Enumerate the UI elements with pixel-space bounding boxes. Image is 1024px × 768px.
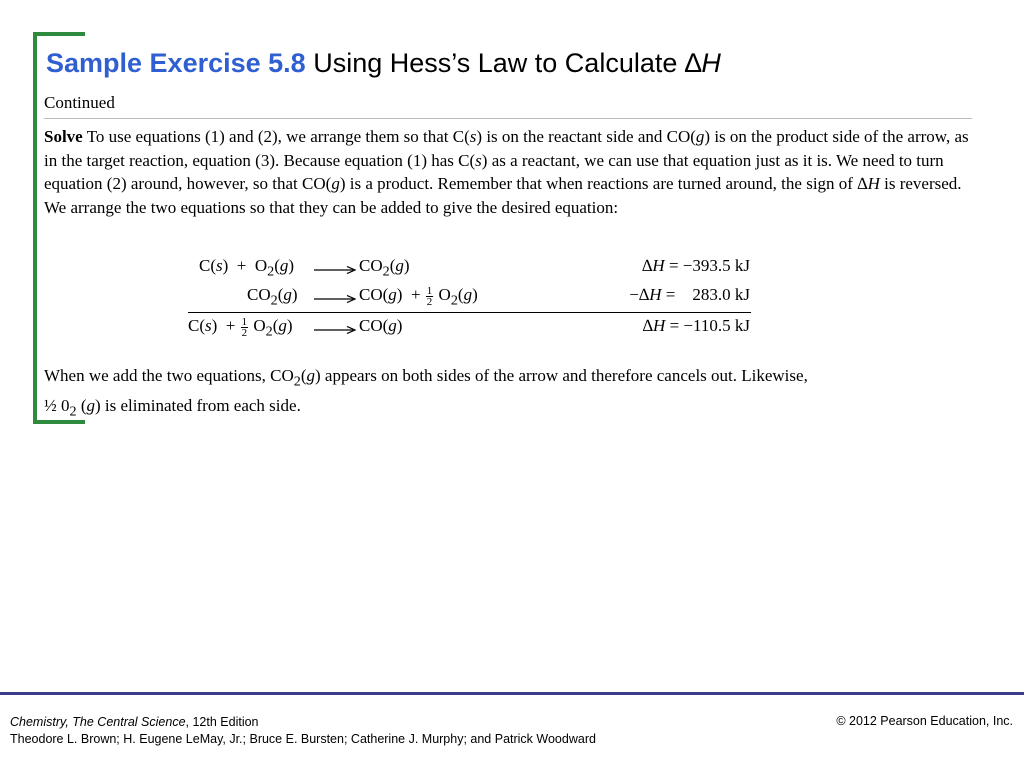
equation-reactants: C(s) + $\frac{1}{2}$ $O_2(g)$ xyxy=(188,315,293,340)
slide-title xyxy=(46,48,721,79)
continued-label: Continued xyxy=(44,93,115,112)
conclusion-paragraph: When we add the two equations, $CO_2(g)$ appears on both sides of the arrow and therefore cancels out. Likewise, ½ $0_2$ (g) is eliminated from each side. xyxy=(44,366,808,420)
book-title: Chemistry, The Central Science xyxy=(10,715,186,729)
footer-authors: Theodore L. Brown; H. Eugene LeMay, Jr.; Bruce E. Bursten; Catherine J. Murphy; and Patrick Woodward xyxy=(10,732,596,746)
reaction-arrow-icon xyxy=(314,326,356,334)
solve-label: Solve xyxy=(44,127,83,146)
equation-row xyxy=(188,316,758,340)
solve-paragraph xyxy=(44,125,984,219)
sum-line xyxy=(188,312,751,313)
equation-reactants: $CO_2(g)$ xyxy=(247,285,298,309)
header-divider xyxy=(44,118,972,119)
footer-divider xyxy=(0,692,1024,695)
enthalpy-change: −∆H = 283.0 kJ xyxy=(629,285,750,304)
reaction-arrow-icon xyxy=(314,266,356,274)
equation-block xyxy=(188,256,758,346)
exercise-number: Sample Exercise 5.8 xyxy=(46,48,306,78)
equation-products: $CO_2(g)$ xyxy=(359,256,410,280)
footer-book-line xyxy=(10,714,596,731)
equation-products: CO(g) xyxy=(359,316,403,335)
exercise-title: Using Hess’s Law to Calculate ∆H xyxy=(313,48,721,78)
equation-products: CO(g) + $\frac{1}{2}$ $O_2(g)$ xyxy=(359,284,478,309)
enthalpy-change: ∆H = −110.5 kJ xyxy=(642,316,750,335)
footer-copyright: © 2012 Pearson Education, Inc. xyxy=(836,714,1013,728)
enthalpy-change: ∆H = −393.5 kJ xyxy=(642,256,750,275)
equation-reactants: $C(s) + O_2(g)$ xyxy=(199,256,295,280)
equation-row xyxy=(188,285,758,309)
equation-row xyxy=(188,256,758,280)
solve-text: To use equations (1) and (2), we arrange them so that C(s) is on the reactant side and CO(g) is on the product side of the arrow, as in the target reaction, equation (3). Because equation (1) has C(s) as a reactant, we can use that equation just as it is. We need to turn equation (2) around, however, so that CO(g) is a product. Remember that when reactions are turned around, the sign of ∆H is reversed. We arrange the two equations so that they can be added to give the desired equation: xyxy=(44,127,969,217)
footer-citation xyxy=(10,714,596,748)
book-edition: , 12th Edition xyxy=(185,715,259,729)
reaction-arrow-icon xyxy=(314,295,356,303)
